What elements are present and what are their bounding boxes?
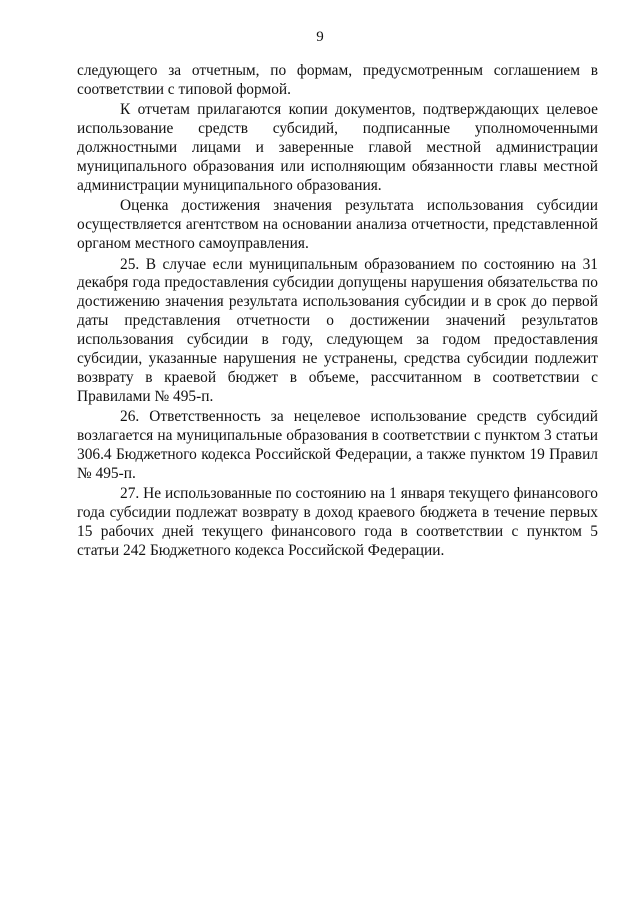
paragraph-result-evaluation: Оценка достижения значения результата использования субсидии осуществляется агентством на основании анализа отчетности, представленной органом местного самоуправления. bbox=[77, 197, 598, 253]
paragraph-report-attachments: К отчетам прилагаются копии документов, подтверждающих целевое использование средств субсидий, подписанные уполномоченными должностными лицами и заверенные главой местной администрации муниципального образования или исполняющим обязанности главы местной администрации муниципального образования. bbox=[77, 101, 598, 194]
paragraph-item-25: 25. В случае если муниципальным образованием по состоянию на 31 декабря года предоставления субсидии допущены нарушения обязательства по достижению значения результата использования субсидии и в срок до первой даты представления отчетности о достижении значений результатов использования субсидии в году, следующем за годом предоставления субсидии, указанные нарушения не устранены, средства субсидии подлежит возврату в краевой бюджет в объеме, рассчитанном в соответствии с Правилами № 495-п. bbox=[77, 255, 598, 405]
page-number: 9 bbox=[316, 29, 324, 45]
paragraph-continuation: следующего за отчетным, по формам, предусмотренным соглашением в соответствии с типовой формой. bbox=[77, 62, 598, 98]
document-body bbox=[77, 62, 598, 561]
paragraph-item-27: 27. Не использованные по состоянию на 1 января текущего финансового года субсидии подлежат возврату в доход краевого бюджета в течение первых 15 рабочих дней текущего финансового года в соответствии с пунктом 5 статьи 242 Бюджетного кодекса Российской Федерации. bbox=[77, 485, 598, 560]
paragraph-item-26: 26. Ответственность за нецелевое использование средств субсидий возлагается на муниципальные образования в соответствии с пунктом 3 статьи 306.4 Бюджетного кодекса Российской Федерации, а также пунктом 19 Правил № 495-п. bbox=[77, 408, 598, 483]
